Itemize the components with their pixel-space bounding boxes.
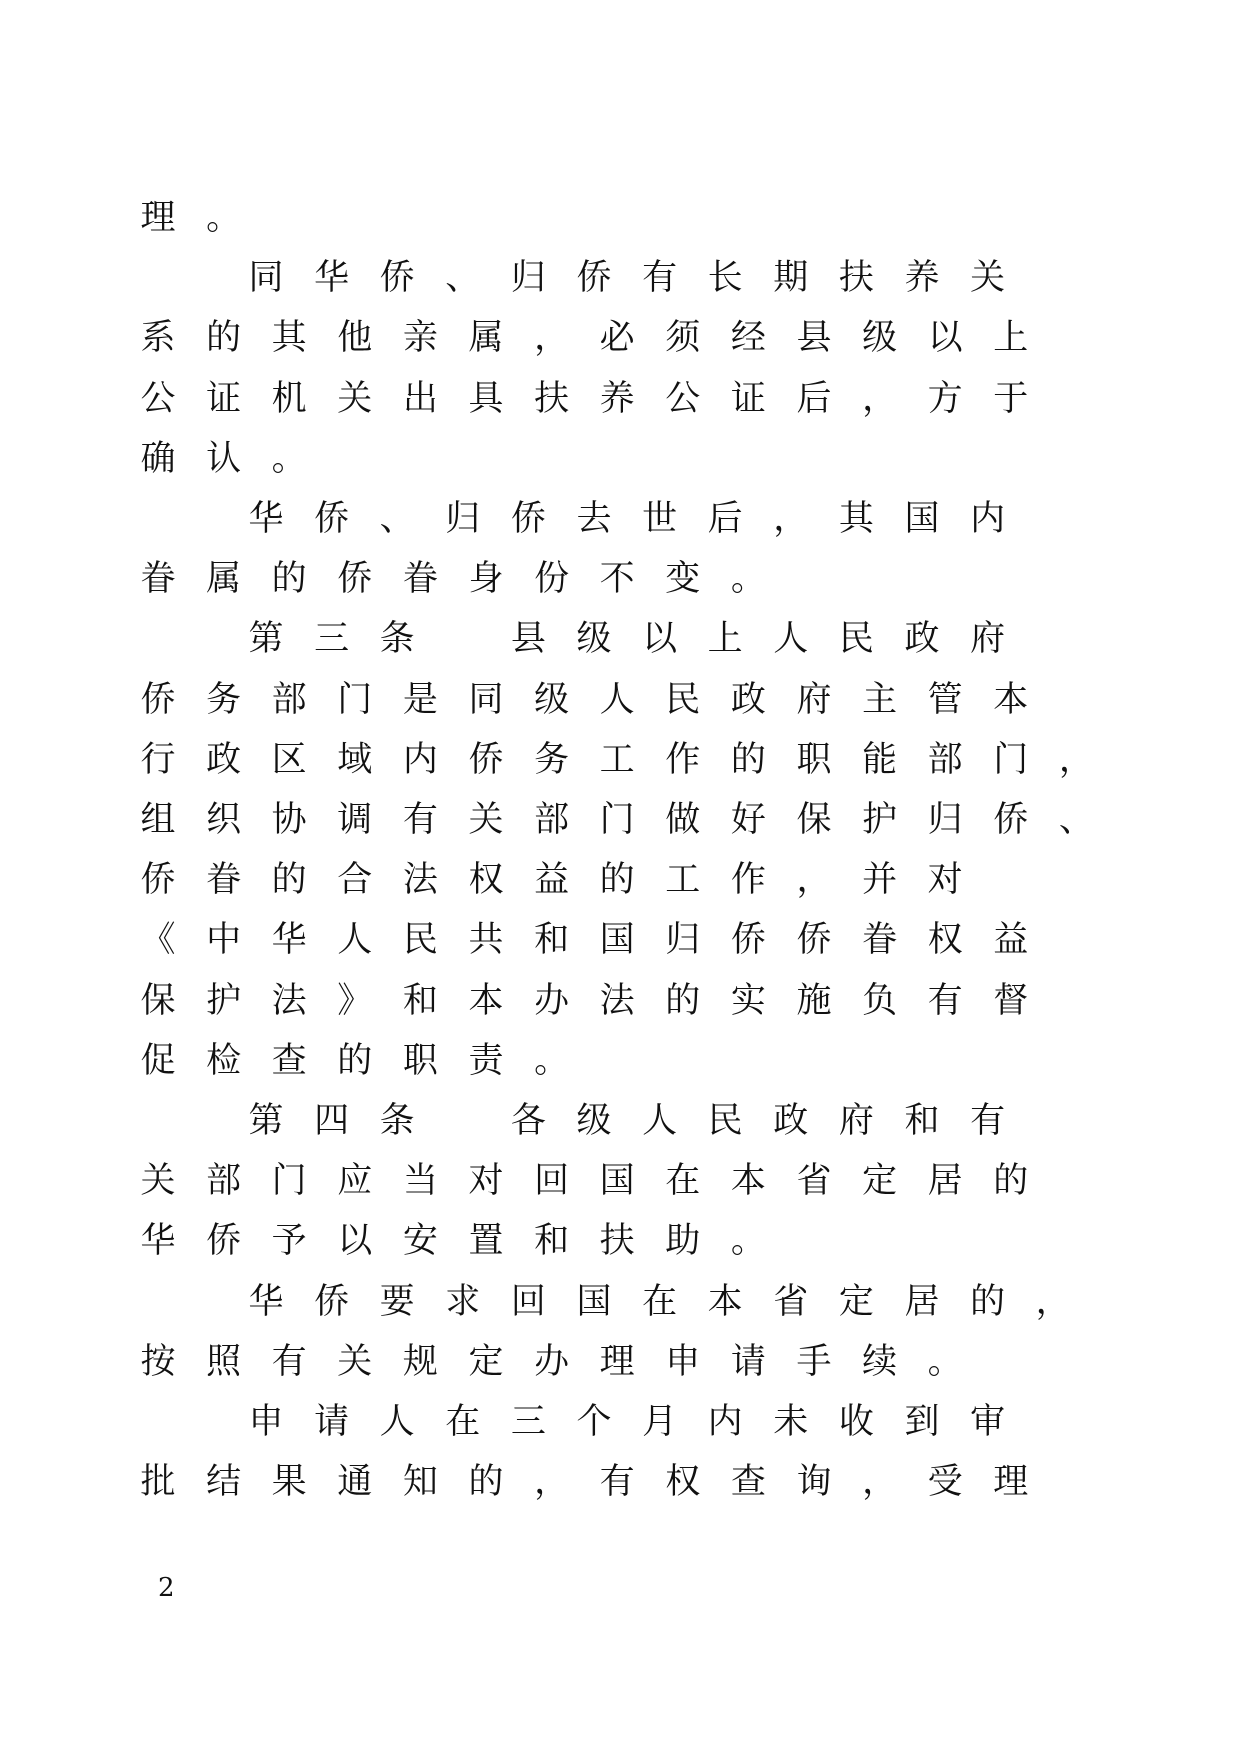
- text-glyph: 管: [927, 679, 963, 720]
- text-glyph: 按: [140, 1341, 176, 1382]
- text-glyph: 侨: [314, 499, 350, 539]
- text-glyph: 法: [402, 860, 438, 901]
- text-glyph: 在: [445, 1402, 481, 1442]
- text-glyph: 有: [927, 980, 963, 1021]
- text-glyph: 部: [927, 739, 963, 780]
- text-glyph: 不: [599, 559, 635, 600]
- text-glyph: 续: [862, 1341, 898, 1382]
- text-glyph: 县: [510, 619, 546, 660]
- text-glyph: 华: [140, 1221, 176, 1262]
- text-glyph: 国: [599, 1161, 635, 1202]
- text-glyph: ，: [534, 1462, 570, 1503]
- text-glyph: ，: [773, 499, 809, 539]
- text-glyph: 人: [642, 1101, 678, 1141]
- text-glyph: 于: [993, 378, 1029, 419]
- text-line: [0, 1397, 1240, 1447]
- text-line: [0, 855, 1240, 905]
- text-glyph: 三: [510, 1402, 546, 1442]
- text-glyph: 国: [904, 499, 940, 539]
- text-glyph: 本: [468, 980, 504, 1021]
- text-glyph: 责: [468, 1040, 504, 1081]
- text-glyph: 必: [599, 318, 635, 359]
- text-glyph: 好: [730, 800, 766, 840]
- text-glyph: 规: [402, 1341, 438, 1382]
- text-glyph: 申: [248, 1402, 284, 1442]
- text-glyph: 份: [534, 559, 570, 600]
- text-glyph: 其: [838, 499, 874, 539]
- text-glyph: 务: [206, 679, 242, 720]
- text-glyph: 。: [927, 1341, 963, 1382]
- text-glyph: 理: [993, 1462, 1029, 1503]
- text-glyph: 、: [445, 258, 481, 299]
- text-glyph: 侨: [796, 920, 832, 961]
- text-glyph: 检: [206, 1040, 242, 1081]
- text-glyph: 内: [707, 1402, 743, 1442]
- text-glyph: 法: [599, 980, 635, 1021]
- text-glyph: 办: [534, 1341, 570, 1382]
- text-glyph: 归: [445, 499, 481, 539]
- text-glyph: 机: [271, 378, 307, 419]
- text-glyph: 照: [206, 1341, 242, 1382]
- text-glyph: 侨: [730, 920, 766, 961]
- text-glyph: 期: [773, 258, 809, 299]
- text-glyph: 的: [730, 739, 766, 780]
- text-line: [0, 1096, 1240, 1146]
- text-glyph: 养: [904, 258, 940, 299]
- text-glyph: 人: [599, 679, 635, 720]
- text-glyph: 主: [862, 679, 898, 720]
- text-glyph: 的: [337, 1040, 373, 1081]
- text-glyph: 养: [599, 378, 635, 419]
- text-glyph: 保: [796, 800, 832, 840]
- text-glyph: 眷: [206, 860, 242, 901]
- text-line: [0, 434, 1240, 484]
- text-glyph: 世: [642, 499, 678, 539]
- text-glyph: 部: [534, 800, 570, 840]
- text-glyph: 民: [665, 679, 701, 720]
- text-glyph: 保: [140, 980, 176, 1021]
- text-glyph: 第: [248, 619, 284, 660]
- text-glyph: 有: [642, 258, 678, 299]
- text-glyph: 的: [599, 860, 635, 901]
- text-glyph: 关: [337, 378, 373, 419]
- text-glyph: 。: [206, 198, 242, 238]
- text-glyph: 月: [642, 1402, 678, 1442]
- text-glyph: 居: [904, 1281, 940, 1322]
- text-glyph: 办: [534, 980, 570, 1021]
- text-line: [0, 1277, 1240, 1327]
- text-glyph: 扶: [838, 258, 874, 299]
- text-glyph: 在: [665, 1161, 701, 1202]
- text-glyph: 受: [927, 1462, 963, 1503]
- text-glyph: 的: [271, 559, 307, 600]
- text-glyph: 级: [862, 318, 898, 359]
- text-glyph: 三: [314, 619, 350, 660]
- text-glyph: 人: [773, 619, 809, 660]
- text-glyph: 和: [534, 1221, 570, 1262]
- text-glyph: 、: [1058, 800, 1094, 840]
- text-glyph: 和: [904, 1101, 940, 1141]
- text-glyph: [438, 614, 488, 664]
- text-glyph: 予: [271, 1221, 307, 1262]
- text-glyph: 能: [862, 739, 898, 780]
- text-glyph: 证: [730, 378, 766, 419]
- text-glyph: 级: [534, 679, 570, 720]
- text-glyph: 区: [271, 739, 307, 780]
- text-glyph: 以: [927, 318, 963, 359]
- text-glyph: 人: [337, 920, 373, 961]
- page-number: 2: [158, 1573, 175, 1603]
- text-glyph: 县: [796, 318, 832, 359]
- text-glyph: 《: [140, 920, 176, 961]
- text-glyph: 眷: [140, 559, 176, 600]
- text-glyph: 组: [140, 800, 176, 840]
- text-glyph: 理: [140, 198, 176, 238]
- text-glyph: 的: [468, 1462, 504, 1503]
- text-glyph: 调: [337, 800, 373, 840]
- text-glyph: 其: [271, 318, 307, 359]
- text-line: [0, 614, 1240, 664]
- text-line: [0, 1337, 1240, 1387]
- text-glyph: 权: [927, 920, 963, 961]
- text-glyph: 侨: [379, 258, 415, 299]
- text-glyph: 的: [665, 980, 701, 1021]
- text-glyph: 询: [796, 1462, 832, 1503]
- text-glyph: 回: [534, 1161, 570, 1202]
- text-glyph: 归: [510, 258, 546, 299]
- text-glyph: 扶: [534, 378, 570, 419]
- text-glyph: 属: [468, 318, 504, 359]
- text-glyph: 关: [140, 1161, 176, 1202]
- text-glyph: 是: [402, 679, 438, 720]
- text-glyph: 理: [599, 1341, 635, 1382]
- text-glyph: 侨: [510, 499, 546, 539]
- text-glyph: 审: [970, 1402, 1006, 1442]
- text-glyph: 省: [796, 1161, 832, 1202]
- text-glyph: 、: [379, 499, 415, 539]
- text-glyph: 华: [314, 258, 350, 299]
- text-glyph: 请: [314, 1402, 350, 1442]
- text-glyph: 未: [773, 1402, 809, 1442]
- text-line: [0, 675, 1240, 725]
- text-glyph: 关: [970, 258, 1006, 299]
- text-glyph: 结: [206, 1462, 242, 1503]
- text-glyph: 公: [140, 378, 176, 419]
- text-glyph: 华: [271, 920, 307, 961]
- text-glyph: 属: [206, 559, 242, 600]
- text-glyph: 具: [468, 378, 504, 419]
- text-glyph: 府: [796, 679, 832, 720]
- text-glyph: 协: [271, 800, 307, 840]
- text-glyph: 督: [993, 980, 1029, 1021]
- text-glyph: 系: [140, 318, 176, 359]
- text-line: [0, 253, 1240, 303]
- text-glyph: 定: [468, 1341, 504, 1382]
- text-glyph: 归: [927, 800, 963, 840]
- text-glyph: 国: [599, 920, 635, 961]
- text-glyph: 以: [642, 619, 678, 660]
- text-glyph: ，: [862, 378, 898, 419]
- text-glyph: 和: [402, 980, 438, 1021]
- text-glyph: 要: [379, 1281, 415, 1322]
- text-glyph: 门: [599, 800, 635, 840]
- text-glyph: 政: [904, 619, 940, 660]
- text-glyph: 有: [271, 1341, 307, 1382]
- text-glyph: 经: [730, 318, 766, 359]
- text-glyph: 同: [248, 258, 284, 299]
- text-glyph: 民: [402, 920, 438, 961]
- text-glyph: 长: [707, 258, 743, 299]
- text-glyph: 职: [796, 739, 832, 780]
- text-glyph: 置: [468, 1221, 504, 1262]
- text-glyph: 关: [337, 1341, 373, 1382]
- text-glyph: 安: [402, 1221, 438, 1262]
- text-glyph: 人: [379, 1402, 415, 1442]
- text-glyph: 侨: [140, 860, 176, 901]
- text-glyph: 中: [206, 920, 242, 961]
- text-glyph: 门: [271, 1161, 307, 1202]
- text-glyph: 关: [468, 800, 504, 840]
- text-glyph: 条: [379, 619, 415, 660]
- text-glyph: 收: [838, 1402, 874, 1442]
- text-glyph: 他: [337, 318, 373, 359]
- text-glyph: 确: [140, 438, 176, 479]
- text-glyph: 证: [206, 378, 242, 419]
- text-glyph: 级: [576, 1101, 612, 1141]
- text-glyph: 当: [402, 1161, 438, 1202]
- text-glyph: 求: [445, 1281, 481, 1322]
- text-glyph: 侨: [140, 679, 176, 720]
- text-glyph: 域: [337, 739, 373, 780]
- text-glyph: ，: [534, 318, 570, 359]
- text-line: [0, 494, 1240, 544]
- text-line: [0, 795, 1240, 845]
- text-glyph: 本: [707, 1281, 743, 1322]
- text-glyph: 四: [314, 1101, 350, 1141]
- text-glyph: 政: [773, 1101, 809, 1141]
- text-glyph: 合: [337, 860, 373, 901]
- text-glyph: 对: [468, 1161, 504, 1202]
- text-glyph: 部: [271, 679, 307, 720]
- text-glyph: 手: [796, 1341, 832, 1382]
- text-glyph: 居: [927, 1161, 963, 1202]
- text-glyph: 各: [510, 1101, 546, 1141]
- text-glyph: 国: [576, 1281, 612, 1322]
- text-glyph: 促: [140, 1040, 176, 1081]
- text-glyph: 方: [927, 378, 963, 419]
- text-glyph: 行: [140, 739, 176, 780]
- text-glyph: 侨: [576, 258, 612, 299]
- text-glyph: 归: [665, 920, 701, 961]
- text-line: [0, 735, 1240, 785]
- text-glyph: 定: [838, 1281, 874, 1322]
- text-glyph: 工: [665, 860, 701, 901]
- text-glyph: 通: [337, 1462, 373, 1503]
- text-glyph: 实: [730, 980, 766, 1021]
- text-glyph: 权: [665, 1462, 701, 1503]
- text-glyph: 变: [665, 559, 701, 600]
- text-glyph: 。: [730, 559, 766, 600]
- text-line: [0, 1216, 1240, 1266]
- text-glyph: 亲: [402, 318, 438, 359]
- text-glyph: 后: [707, 499, 743, 539]
- text-glyph: 法: [271, 980, 307, 1021]
- text-glyph: 应: [337, 1161, 373, 1202]
- text-glyph: ，: [1035, 1281, 1071, 1322]
- text-glyph: 并: [862, 860, 898, 901]
- text-glyph: 护: [862, 800, 898, 840]
- text-glyph: 》: [337, 980, 373, 1021]
- text-glyph: 政: [206, 739, 242, 780]
- text-glyph: 有: [402, 800, 438, 840]
- text-glyph: 认: [206, 438, 242, 479]
- text-glyph: 府: [970, 619, 1006, 660]
- text-glyph: 职: [402, 1040, 438, 1081]
- text-glyph: 身: [468, 559, 504, 600]
- text-glyph: 对: [927, 860, 963, 901]
- text-glyph: 侨: [337, 559, 373, 600]
- text-glyph: 后: [796, 378, 832, 419]
- text-glyph: 门: [337, 679, 373, 720]
- text-glyph: 省: [773, 1281, 809, 1322]
- text-glyph: 作: [730, 860, 766, 901]
- text-glyph: 内: [970, 499, 1006, 539]
- text-line: [0, 193, 1240, 243]
- text-glyph: 侨: [468, 739, 504, 780]
- text-glyph: 和: [534, 920, 570, 961]
- text-line: [0, 554, 1240, 604]
- text-glyph: ，: [1058, 739, 1094, 780]
- text-glyph: 。: [534, 1040, 570, 1081]
- text-glyph: 权: [468, 860, 504, 901]
- text-glyph: 公: [665, 378, 701, 419]
- text-glyph: 上: [707, 619, 743, 660]
- text-glyph: 上: [993, 318, 1029, 359]
- text-glyph: 民: [707, 1101, 743, 1141]
- text-glyph: 益: [534, 860, 570, 901]
- text-glyph: 的: [271, 860, 307, 901]
- text-glyph: [438, 1096, 488, 1146]
- text-glyph: 部: [206, 1161, 242, 1202]
- text-glyph: 的: [993, 1161, 1029, 1202]
- text-glyph: 府: [838, 1101, 874, 1141]
- text-glyph: 以: [337, 1221, 373, 1262]
- text-line: [0, 1036, 1240, 1086]
- text-line: [0, 976, 1240, 1026]
- text-glyph: 华: [248, 1281, 284, 1322]
- text-glyph: 条: [379, 1101, 415, 1141]
- text-glyph: 知: [402, 1462, 438, 1503]
- text-line: [0, 1156, 1240, 1206]
- text-line: [0, 915, 1240, 965]
- text-glyph: 务: [534, 739, 570, 780]
- text-glyph: ，: [796, 860, 832, 901]
- text-glyph: 在: [642, 1281, 678, 1322]
- text-line: [0, 1457, 1240, 1507]
- text-glyph: 回: [510, 1281, 546, 1322]
- text-glyph: 扶: [599, 1221, 635, 1262]
- text-glyph: 出: [402, 378, 438, 419]
- text-glyph: 政: [730, 679, 766, 720]
- text-glyph: 级: [576, 619, 612, 660]
- text-glyph: 工: [599, 739, 635, 780]
- text-glyph: 批: [140, 1462, 176, 1503]
- text-glyph: 去: [576, 499, 612, 539]
- text-line: [0, 374, 1240, 424]
- text-glyph: 请: [730, 1341, 766, 1382]
- text-glyph: 的: [970, 1281, 1006, 1322]
- text-glyph: 同: [468, 679, 504, 720]
- text-glyph: 果: [271, 1462, 307, 1503]
- text-glyph: 个: [576, 1402, 612, 1442]
- text-glyph: 助: [665, 1221, 701, 1262]
- text-glyph: 本: [730, 1161, 766, 1202]
- text-glyph: 内: [402, 739, 438, 780]
- text-glyph: 作: [665, 739, 701, 780]
- text-glyph: 的: [206, 318, 242, 359]
- text-glyph: 有: [970, 1101, 1006, 1141]
- text-glyph: 民: [838, 619, 874, 660]
- text-glyph: 有: [599, 1462, 635, 1503]
- text-glyph: 负: [862, 980, 898, 1021]
- text-glyph: 定: [862, 1161, 898, 1202]
- text-glyph: 侨: [314, 1281, 350, 1322]
- text-glyph: 。: [730, 1221, 766, 1262]
- text-glyph: 门: [993, 739, 1029, 780]
- text-glyph: 查: [271, 1040, 307, 1081]
- text-glyph: ，: [862, 1462, 898, 1503]
- text-glyph: 共: [468, 920, 504, 961]
- text-glyph: 本: [993, 679, 1029, 720]
- text-glyph: 侨: [993, 800, 1029, 840]
- text-line: [0, 313, 1240, 363]
- text-glyph: 益: [993, 920, 1029, 961]
- text-glyph: 做: [665, 800, 701, 840]
- text-glyph: 施: [796, 980, 832, 1021]
- text-glyph: 第: [248, 1101, 284, 1141]
- text-glyph: 眷: [402, 559, 438, 600]
- text-glyph: 申: [665, 1341, 701, 1382]
- text-glyph: 到: [904, 1402, 940, 1442]
- text-glyph: 眷: [862, 920, 898, 961]
- text-glyph: 须: [665, 318, 701, 359]
- text-glyph: 侨: [206, 1221, 242, 1262]
- text-glyph: 华: [248, 499, 284, 539]
- text-glyph: 查: [730, 1462, 766, 1503]
- text-glyph: 。: [271, 438, 307, 479]
- text-glyph: 织: [206, 800, 242, 840]
- text-glyph: 护: [206, 980, 242, 1021]
